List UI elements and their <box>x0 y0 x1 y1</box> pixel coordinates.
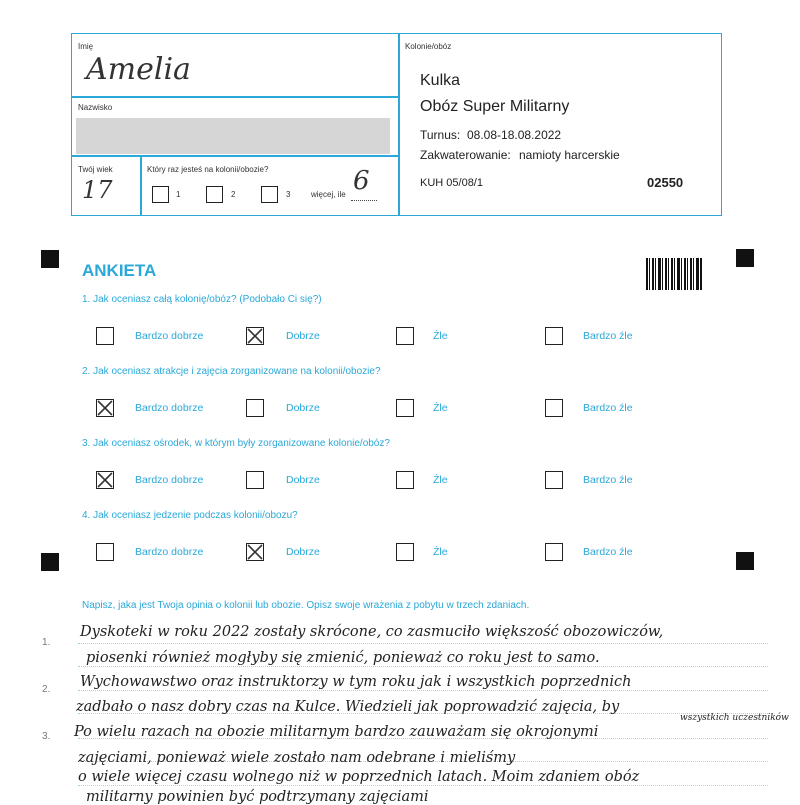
handwritten-line-4: zadbało o nasz dobry czas na Kulce. Wiedzieli jak poprowadzić zajęcia, by <box>76 699 620 715</box>
count-checkbox-3[interactable] <box>261 186 278 203</box>
age-vert-divider <box>140 155 142 215</box>
camp-line1: Kulka <box>420 72 461 89</box>
answer-number-3: 3. <box>42 731 51 742</box>
question-1-option-label-4: Bardzo źle <box>583 330 633 342</box>
handwritten-line-8: militarny powinien być podtrzymany zajęciami <box>86 789 429 805</box>
question-1-checkbox-2[interactable] <box>246 327 264 345</box>
question-2-checkbox-2[interactable] <box>246 399 264 417</box>
question-2-checkbox-1[interactable] <box>96 399 114 417</box>
question-2-option-label-4: Bardzo źle <box>583 402 633 414</box>
nazwisko-redacted <box>76 118 390 154</box>
question-3-option-label-2: Dobrze <box>286 474 320 486</box>
question-3-option-label-3: Źle <box>433 474 448 486</box>
wiecej-label: więcej, ile <box>311 190 346 199</box>
check-mark-icon <box>96 471 114 489</box>
question-4-text: 4. Jak oceniasz jedzenie podczas kolonii/obozu? <box>82 510 298 521</box>
camp-line2: Obóz Super Militarny <box>420 98 570 115</box>
check-mark-icon <box>246 327 264 345</box>
question-3-option-label-1: Bardzo dobrze <box>135 474 204 486</box>
imie-value: Amelia <box>86 52 191 87</box>
check-mark-icon <box>246 543 264 561</box>
wiek-value: 17 <box>82 176 113 204</box>
question-3-text: 3. Jak oceniasz ośrodek, w którym były zorganizowane kolonie/obóz? <box>82 438 390 449</box>
count-label-3: 3 <box>286 190 291 199</box>
handwritten-line-5: Po wielu razach na obozie militarnym bardzo zauważam się okrojonymi <box>74 724 599 740</box>
header-divider <box>398 33 400 216</box>
question-1-checkbox-1[interactable] <box>96 327 114 345</box>
instruction-text: Napisz, jaka jest Twoja opinia o kolonii lub obozie. Opisz swoje wrażenia z pobytu w trzech zdaniach. <box>82 600 530 611</box>
zakw-value: namioty harcerskie <box>519 148 620 162</box>
wiecej-dots <box>351 200 377 201</box>
question-4-option-label-4: Bardzo źle <box>583 546 633 558</box>
question-3-checkbox-2[interactable] <box>246 471 264 489</box>
question-4-checkbox-2[interactable] <box>246 543 264 561</box>
turnus-value: 08.08-18.08.2022 <box>467 128 562 142</box>
answer-number-2: 2. <box>42 684 51 695</box>
camp-number: 02550 <box>647 175 684 190</box>
nazwisko-label: Nazwisko <box>78 103 113 112</box>
alignment-marker-br <box>736 552 754 570</box>
camp-code: KUH 05/08/1 <box>420 177 483 189</box>
check-mark-icon <box>96 399 114 417</box>
handwritten-line-2: piosenki również mogłyby się zmienić, ponieważ co roku jest to samo. <box>86 650 600 666</box>
question-3-checkbox-4[interactable] <box>545 471 563 489</box>
alignment-marker-tl <box>41 250 59 268</box>
handwritten-insert: wszystkich uczestników <box>680 713 789 723</box>
question-2-text: 2. Jak oceniasz atrakcje i zajęcia zorganizowane na kolonii/obozie? <box>82 366 381 377</box>
question-3-checkbox-3[interactable] <box>396 471 414 489</box>
answer-line <box>78 666 768 667</box>
count-label-2: 2 <box>231 190 236 199</box>
question-4-option-label-2: Dobrze <box>286 546 320 558</box>
question-2-option-label-2: Dobrze <box>286 402 320 414</box>
question-4-option-label-1: Bardzo dobrze <box>135 546 204 558</box>
handwritten-line-6: zajęciami, ponieważ wiele zostało nam odebrane i mieliśmy <box>78 750 516 766</box>
kolonia-label: Kolonie/obóz <box>405 42 452 51</box>
question-1-option-label-1: Bardzo dobrze <box>135 330 204 342</box>
alignment-marker-tr <box>736 249 754 267</box>
name-divider <box>71 96 399 98</box>
question-1-checkbox-3[interactable] <box>396 327 414 345</box>
question-4-checkbox-1[interactable] <box>96 543 114 561</box>
wiecej-value: 6 <box>353 166 370 196</box>
question-2-checkbox-3[interactable] <box>396 399 414 417</box>
question-1-option-label-2: Dobrze <box>286 330 320 342</box>
count-label-1: 1 <box>176 190 181 199</box>
turnus-label: Turnus: <box>420 128 461 142</box>
handwritten-line-1: Dyskoteki w roku 2022 zostały skrócone, co zasmuciło większość obozowiczów, <box>80 624 664 640</box>
imie-label: Imię <box>78 42 94 51</box>
ile-label: Który raz jesteś na kolonii/obozie? <box>147 165 269 174</box>
handwritten-line-7: o wiele więcej czasu wolnego niż w poprzednich latach. Moim zdaniem obóz <box>78 769 640 785</box>
answer-line <box>78 785 768 786</box>
question-2-option-label-1: Bardzo dobrze <box>135 402 204 414</box>
count-checkbox-1[interactable] <box>152 186 169 203</box>
question-1-option-label-3: Źle <box>433 330 448 342</box>
survey-title: ANKIETA <box>82 261 157 280</box>
question-4-option-label-3: Źle <box>433 546 448 558</box>
count-checkbox-2[interactable] <box>206 186 223 203</box>
question-1-text: 1. Jak oceniasz całą kolonię/obóz? (Podobało Ci się?) <box>82 294 322 305</box>
zakw-label: Zakwaterowanie: <box>420 148 511 162</box>
question-1-checkbox-4[interactable] <box>545 327 563 345</box>
barcode <box>646 258 702 290</box>
wiek-label: Twój wiek <box>78 165 113 174</box>
handwritten-line-3: Wychowawstwo oraz instruktorzy w tym roku jak i wszystkich poprzednich <box>80 674 632 690</box>
question-4-checkbox-3[interactable] <box>396 543 414 561</box>
age-divider <box>71 155 399 157</box>
answer-line <box>78 690 768 691</box>
question-3-option-label-4: Bardzo źle <box>583 474 633 486</box>
question-2-option-label-3: Źle <box>433 402 448 414</box>
answer-line <box>78 643 768 644</box>
alignment-marker-bl <box>41 553 59 571</box>
question-4-checkbox-4[interactable] <box>545 543 563 561</box>
question-2-checkbox-4[interactable] <box>545 399 563 417</box>
question-3-checkbox-1[interactable] <box>96 471 114 489</box>
answer-number-1: 1. <box>42 637 51 648</box>
